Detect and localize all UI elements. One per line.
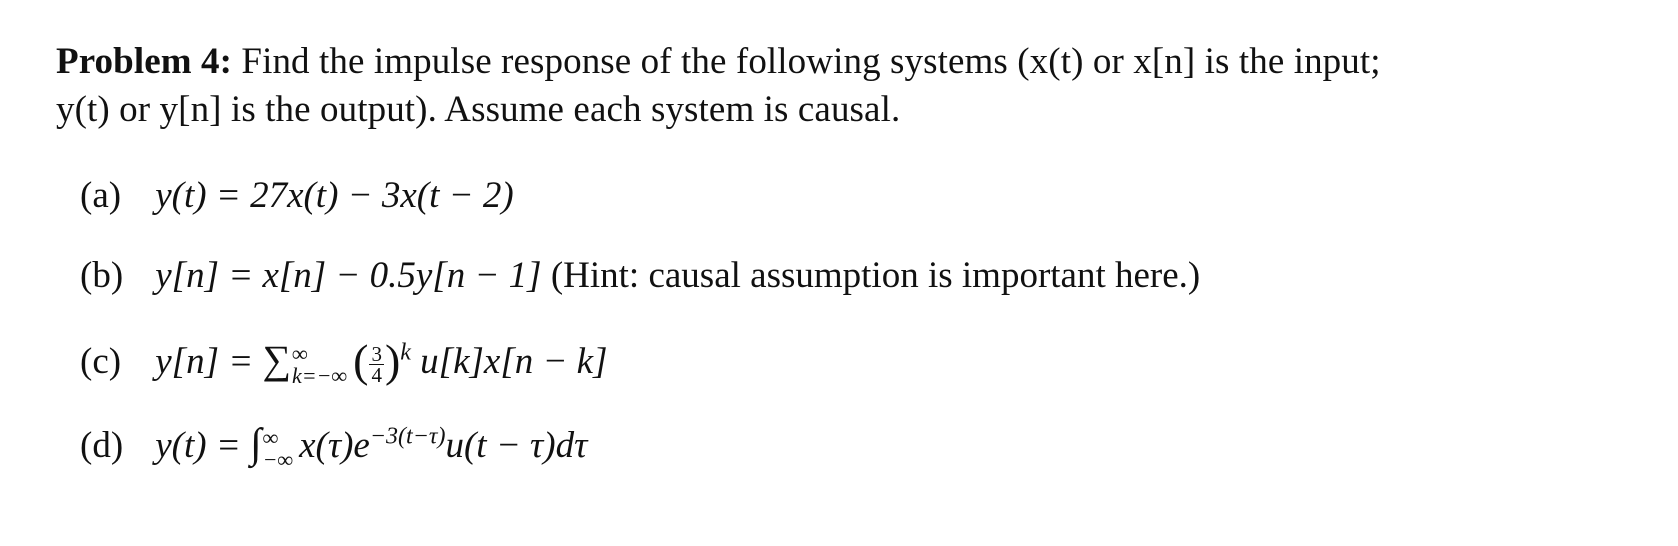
problem-intro-line-2 [56, 86, 1656, 134]
equation: y[n] = x[n] − 0.5y[n − 1] [155, 255, 542, 296]
part-label: (d) [80, 425, 124, 466]
problem-intro-text: Find the impulse response of the following systems (x(t) or x[n] is the input; [241, 41, 1381, 82]
part-label: (a) [80, 175, 122, 216]
equation: y(t) = 27x(t) − 3x(t − 2) [155, 175, 514, 216]
upper-limit: ∞ [291, 340, 308, 366]
left-paren: ( [353, 335, 369, 386]
problem-intro-line-1 [56, 38, 1656, 86]
problem-intro-text-2: y(t) or y[n] is the output). Assume each system is causal. [56, 89, 901, 130]
integral-limits [262, 424, 294, 472]
upper-limit: ∞ [262, 424, 279, 450]
problem-part-b [80, 252, 1200, 300]
integral-symbol: ∫ [250, 421, 262, 467]
exponent: k [400, 339, 411, 366]
right-paren: ) [384, 335, 401, 386]
equation-lhs: y(t) = [155, 425, 241, 466]
equation [155, 336, 607, 387]
integrand-start: x(τ)e [299, 425, 370, 466]
problem-part-d [80, 420, 587, 471]
summation-limits [291, 340, 348, 388]
fraction [369, 342, 384, 388]
problem-heading: Problem 4: [56, 41, 233, 82]
part-label: (b) [80, 255, 124, 296]
fraction-numerator: 3 [371, 342, 382, 367]
summation-symbol: ∑ [262, 337, 291, 382]
lower-limit: k=−∞ [291, 362, 348, 388]
equation [155, 420, 587, 471]
part-label: (c) [80, 341, 122, 382]
exponent: −3(t−τ) [369, 423, 446, 450]
lower-limit: −∞ [262, 446, 294, 472]
integrand-end: u(t − τ)dτ [445, 425, 588, 466]
equation-lhs: y[n] = [155, 341, 254, 382]
problem-statement [56, 38, 1656, 134]
equation-rest: u[k]x[n − k] [420, 341, 608, 382]
fraction-denominator: 4 [371, 363, 382, 388]
problem-part-c [80, 336, 608, 387]
problem-part-a [80, 172, 514, 220]
hint-note: (Hint: causal assumption is important here.) [550, 255, 1201, 296]
